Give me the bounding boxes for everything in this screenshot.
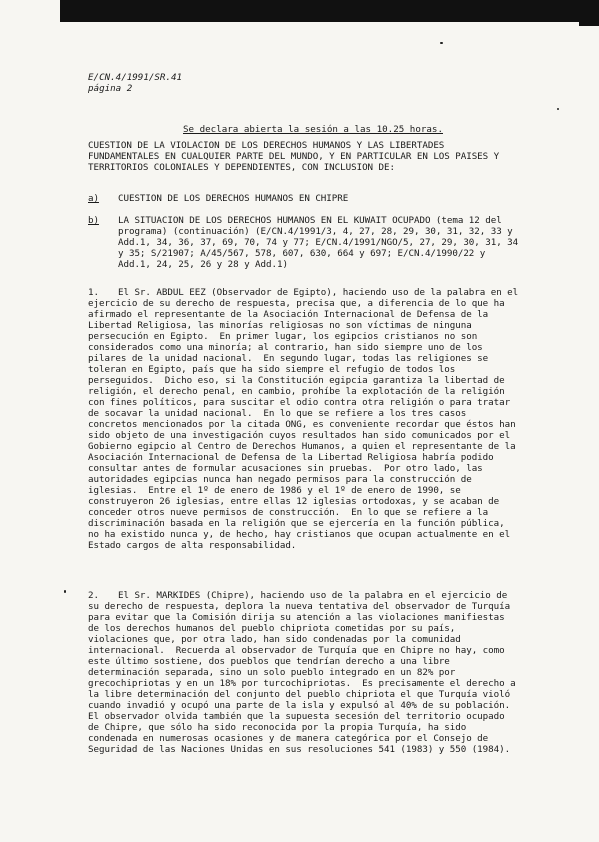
- paragraph-2-line: El Sr. MARKIDES (Chipre), haciendo uso de la palabra en el ejercicio de: [118, 590, 508, 601]
- paragraph-1-line: de socavar la unidad nacional. En lo que se refiere a los tres casos: [88, 408, 467, 419]
- scan-dark-edge: [60, 0, 599, 22]
- agenda-item-b-marker: b): [88, 215, 99, 226]
- agenda-title: [88, 140, 499, 173]
- paragraph-2-line: grecochipriotas y en un 18% por turcochipriotas. Es precisamente el derecho a: [88, 678, 516, 689]
- agenda-title-line: FUNDAMENTALES EN CUALQUIER PARTE DEL MUNDO, Y EN PARTICULAR EN LOS PAISES Y: [88, 151, 500, 162]
- paragraph-2-line: condenada en numerosas ocasiones y de manera categórica por el Consejo de: [88, 733, 489, 744]
- paragraph-1-line: persecución en Egipto. En primer lugar, los egipcios cristianos no son: [88, 331, 478, 342]
- paragraph-2-line: este último sostiene, dos pueblos que tendrían derecho a una libre: [88, 656, 450, 667]
- paragraph-1-body: [88, 287, 546, 551]
- scan-speck: [557, 108, 559, 110]
- paragraph-2-line: internacional. Recuerda al observador de Turquía que en Chipre no hay, como: [88, 645, 505, 656]
- paragraph-1-line: Gobierno egipcio al Centro de Derechos Humanos, a quien el representante de la: [88, 441, 516, 452]
- scan-speck: [440, 42, 443, 44]
- paragraph-1-line: Libertad Religiosa, las minorías religiosas no son víctimas de ninguna: [88, 320, 472, 331]
- agenda-item-a-marker: a): [88, 193, 99, 204]
- paragraph-1-line: considerados como una minoría; al contrario, han sido siempre uno de los: [88, 342, 483, 353]
- paragraph-1-line: El Sr. ABDUL EEZ (Observador de Egipto), haciendo uso de la palabra en el: [118, 287, 519, 298]
- agenda-item-a-text: CUESTION DE LOS DERECHOS HUMANOS EN CHIPRE: [118, 193, 349, 204]
- paragraph-1-line: religión, el derecho penal, en cambio, prohíbe la explotación de la religión: [88, 386, 505, 397]
- scan-dark-edge-notch: [579, 22, 599, 26]
- paragraph-2-line: su derecho de respuesta, deplora la nueva tentativa del observador de Turquía: [88, 601, 511, 612]
- agenda-item-b-line: programa) (continuación) (E/CN.4/1991/3, 4, 27, 28, 29, 30, 31, 32, 33 y: [118, 226, 513, 237]
- agenda-item-b-line: LA SITUACION DE LOS DERECHOS HUMANOS EN EL KUWAIT OCUPADO (tema 12 del: [118, 215, 502, 226]
- paragraph-1-line: iglesias. Entre el 1º de enero de 1986 y el 1º de enero de 1990, se: [88, 485, 461, 496]
- paragraph-1-line: autoridades egipcias nunca han negado permisos para la construcción de: [88, 474, 472, 485]
- paragraph-2-line: de los derechos humanos del pueblo chipriota cometidas por su país,: [88, 623, 456, 634]
- paragraph-1-line: con fines políticos, para suscitar el odio contra otra religión o para tratar: [88, 397, 511, 408]
- paragraph-2-line: cuando invadió y ocupó una parte de la isla y expulsó al 40% de su población.: [88, 700, 511, 711]
- agenda-item-b-line: Add.1, 24, 25, 26 y 28 y Add.1): [118, 259, 288, 270]
- paragraph-1-line: pilares de la unidad nacional. En segundo lugar, todas las religiones se: [88, 353, 489, 364]
- paragraph-1-line: conceder otros nueve permisos de construcción. En lo que se refiere a la: [88, 507, 489, 518]
- paragraph-1-line: Estado cargos de alta responsabilidad.: [88, 540, 297, 551]
- agenda-item-b-line: y 35; S/21907; A/45/567, 578, 607, 630, 664 y 697; E/CN.4/1990/22 y: [118, 248, 486, 259]
- paragraph-2-line: violaciones que, por otra lado, han sido condenadas por la comunidad: [88, 634, 461, 645]
- paragraph-1-line: afirmado el representante de la Asociación Internacional de Defensa de la: [88, 309, 489, 320]
- paragraph-2-number: 2.: [88, 590, 99, 601]
- paragraph-1-line: no ha existido nunca y, de hecho, hay cristianos que ocupan actualmente en el: [88, 529, 511, 540]
- paragraph-1-line: construyeron 26 iglesias, entre ellas 12 iglesias ortodoxas, y se acaban de: [88, 496, 500, 507]
- document-reference: [88, 72, 182, 94]
- paragraph-1-line: toleran en Egipto, país que ha sido siempre el refugio de todos los: [88, 364, 456, 375]
- paragraph-1-line: ejercicio de su derecho de respuesta, precisa que, a diferencia de lo que ha: [88, 298, 505, 309]
- paragraph-2-body: [88, 590, 546, 755]
- agenda-item-b-line: Add.1, 34, 36, 37, 69, 70, 74 y 77; E/CN.4/1991/NGO/5, 27, 29, 30, 31, 34: [118, 237, 519, 248]
- page-number: página 2: [88, 83, 133, 94]
- paragraph-2-line: de Chipre, que sólo ha sido reconocida por la propia Turquía, ha sido: [88, 722, 467, 733]
- paragraph-1-line: concretos mencionados por la citada ONG, es conveniente recordar que éstos han: [88, 419, 516, 430]
- session-opening: Se declara abierta la sesión a las 10.25 horas.: [183, 124, 443, 135]
- paragraph-1-line: perseguidos. Dicho eso, si la Constitución egipcia garantiza la libertad de: [88, 375, 505, 386]
- paragraph-2-line: El observador olvida también que la supuesta secesión del territorio ocupado: [88, 711, 505, 722]
- paragraph-1-line: consultar antes de formular acusaciones sin pruebas. Por otro lado, las: [88, 463, 483, 474]
- paragraph-2-line: Seguridad de las Naciones Unidas en sus resoluciones 541 (1983) y 550 (1984).: [88, 744, 511, 755]
- agenda-title-line: CUESTION DE LA VIOLACION DE LOS DERECHOS HUMANOS Y LAS LIBERTADES: [88, 140, 445, 151]
- paragraph-1-line: sido objeto de una investigación cuyos resultados han sido comunicados por el: [88, 430, 511, 441]
- paragraph-2-line: para evitar que la Comisión dirija su atención a las violaciones manifiestas: [88, 612, 505, 623]
- paragraph-1-line: Asociación Internacional de Defensa de la Libertad Religiosa habría podido: [88, 452, 494, 463]
- paragraph-1-line: discriminación basada en la religión que se ejercería en la función pública,: [88, 518, 505, 529]
- scan-speck: [64, 590, 66, 593]
- agenda-item-b-body: [118, 215, 518, 270]
- paragraph-1-number: 1.: [88, 287, 99, 298]
- paragraph-2-line: determinación separada, sino un solo pueblo integrado en un 82% por: [88, 667, 456, 678]
- agenda-title-line: TERRITORIOS COLONIALES Y DEPENDIENTES, CON INCLUSION DE:: [88, 162, 395, 173]
- paragraph-2-line: la libre determinación del conjunto del pueblo chipriota el que Turquía violó: [88, 689, 511, 700]
- document-symbol: E/CN.4/1991/SR.41: [88, 72, 183, 83]
